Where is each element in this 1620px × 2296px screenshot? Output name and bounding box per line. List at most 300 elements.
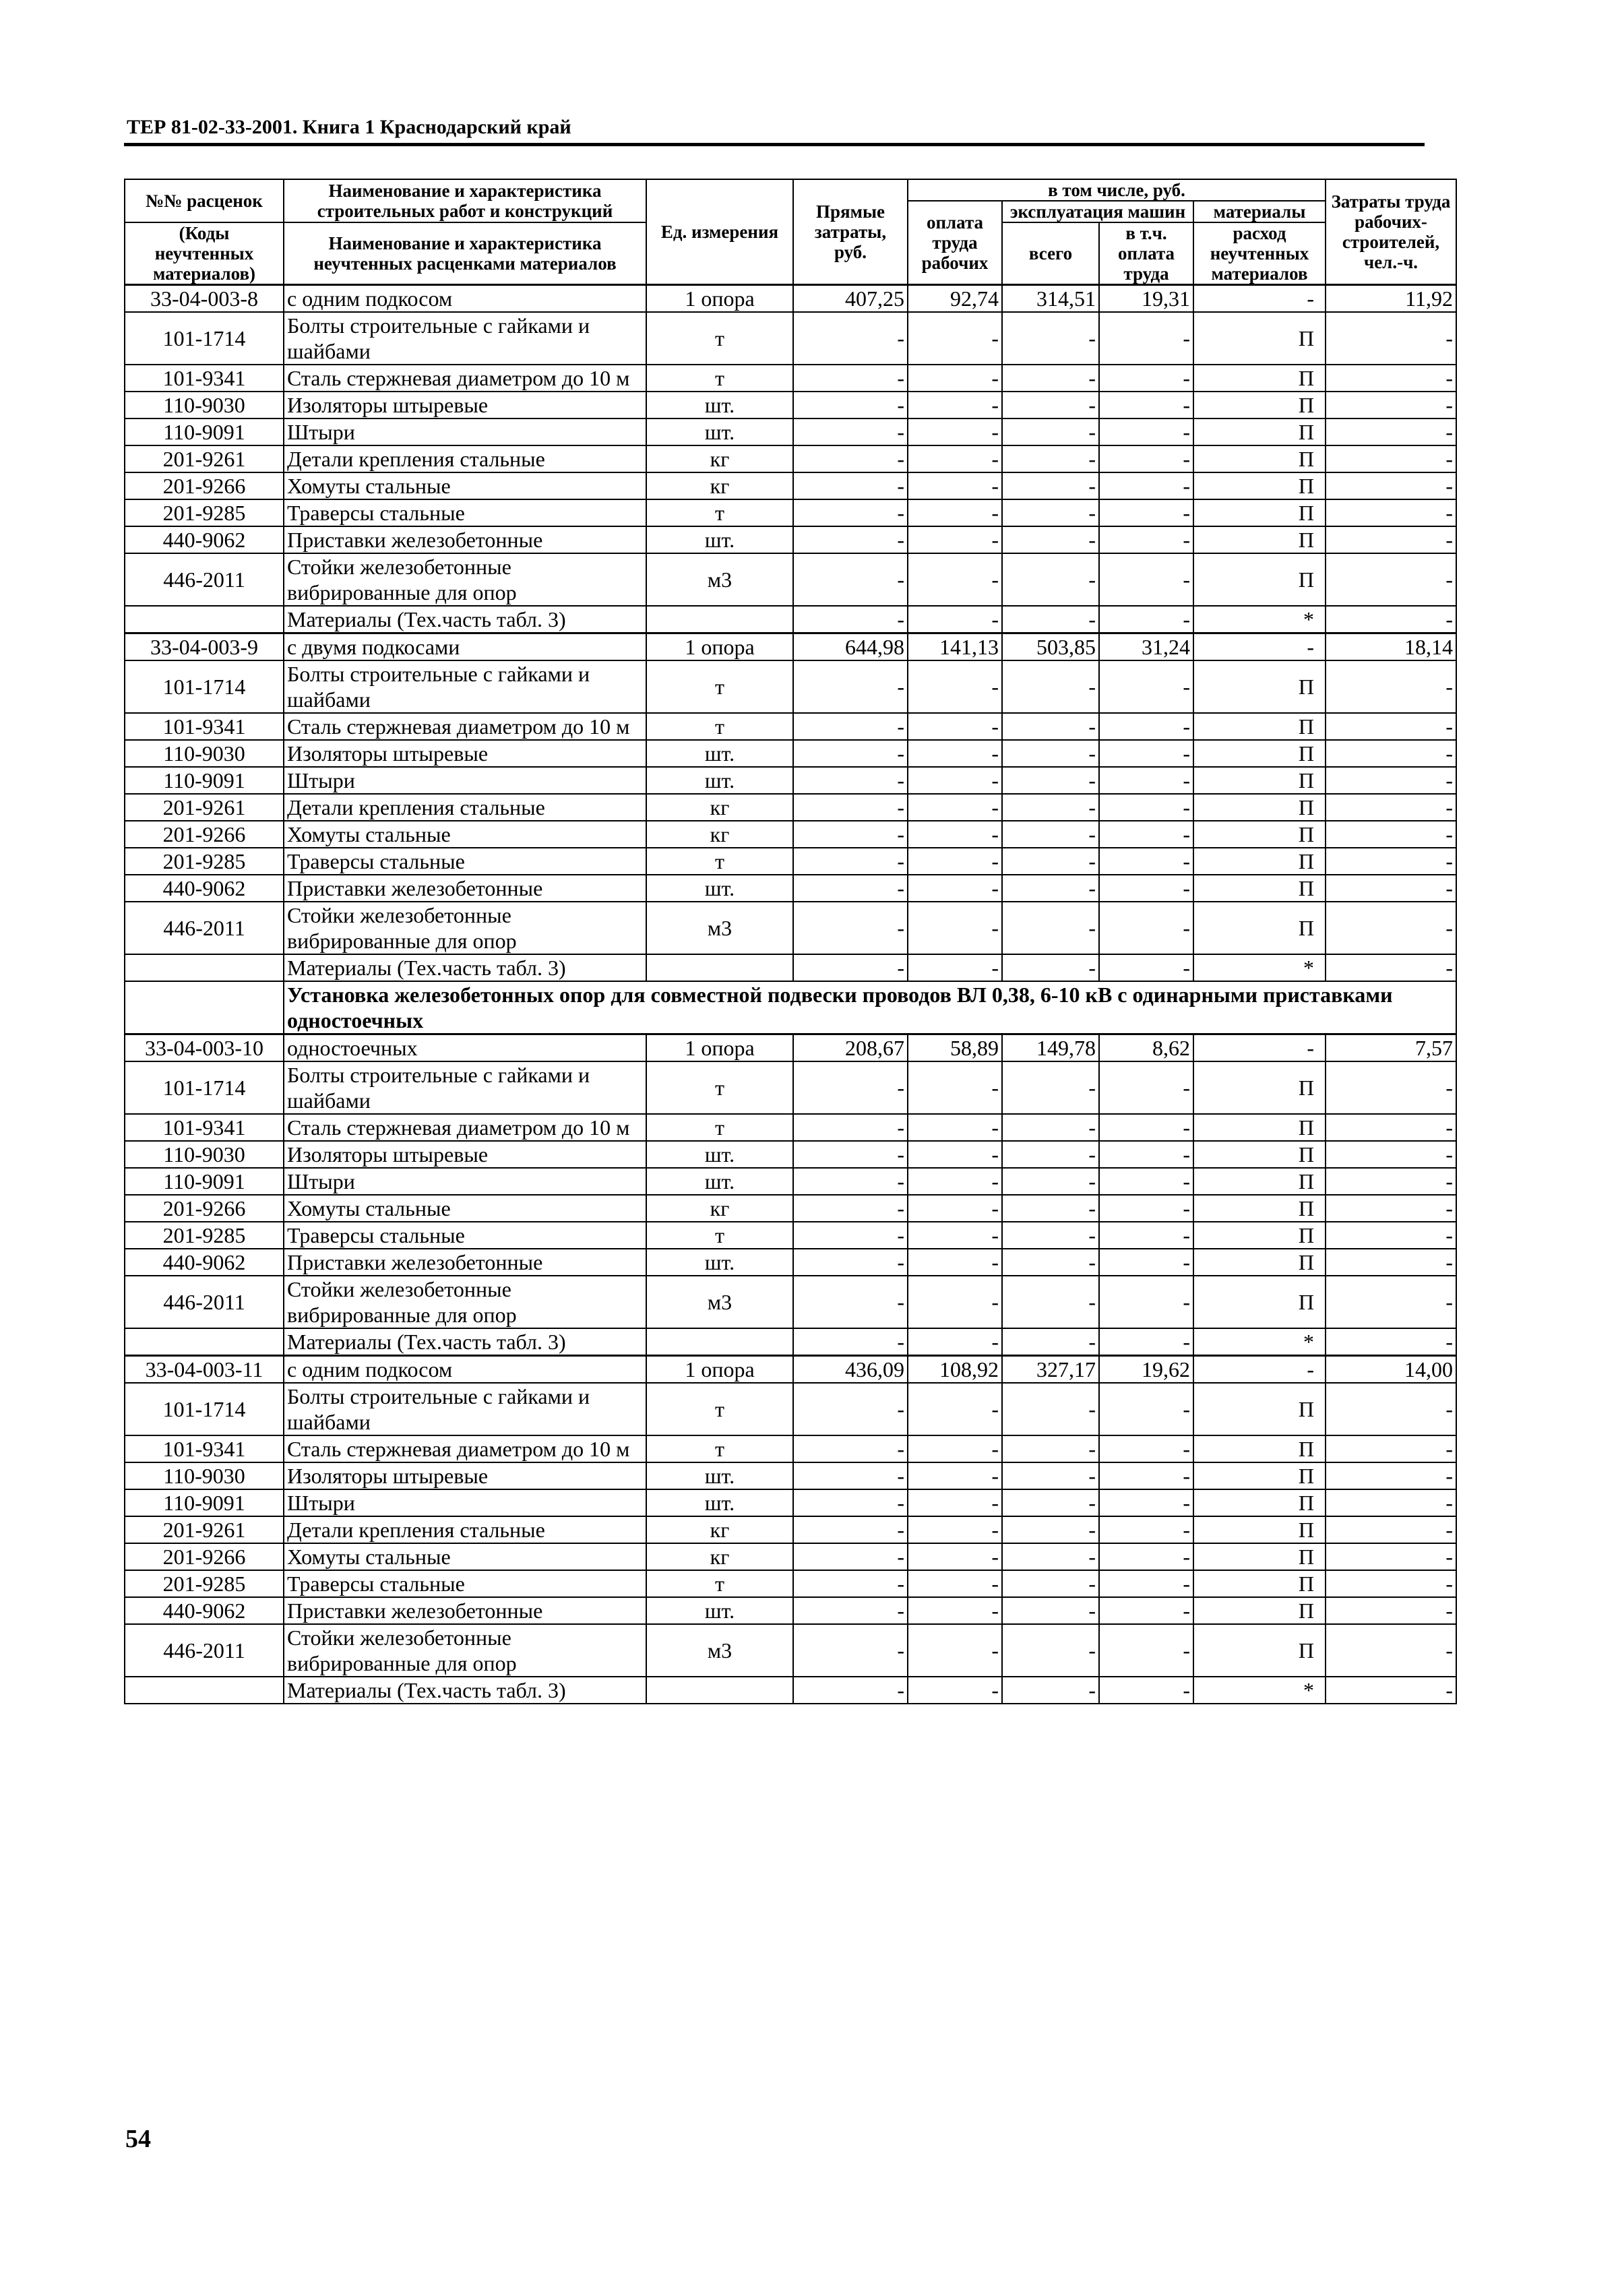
cell-materials: * [1193, 954, 1326, 981]
cell-labor-cost: - [1326, 1543, 1456, 1570]
header-labor-pay: оплата труда рабочих [908, 201, 1002, 285]
cell-labor-cost: 7,57 [1326, 1034, 1456, 1062]
cell-labor-cost: 14,00 [1326, 1356, 1456, 1384]
cell-mach-total: - [1002, 660, 1099, 713]
cell-name: Приставки железобетонные [284, 526, 646, 553]
cell-unit: шт. [646, 1141, 793, 1168]
cell-mach-total: - [1002, 472, 1099, 499]
cell-materials: * [1193, 606, 1326, 633]
cell-mach-labor: - [1099, 499, 1193, 526]
cell-code: 446-2011 [125, 1624, 284, 1677]
material-row [125, 312, 1456, 365]
cell-name: Болты строительные с гайками и шайбами [284, 312, 646, 365]
cell-direct: - [793, 1624, 908, 1677]
cell-direct: - [793, 902, 908, 954]
cell-direct: - [793, 553, 908, 606]
cell-name: Сталь стержневая диаметром до 10 м [284, 1435, 646, 1462]
cell-materials: П [1193, 1249, 1326, 1276]
cell-code [125, 606, 284, 633]
cell-unit [646, 1677, 793, 1704]
cell-labor-cost: - [1326, 660, 1456, 713]
material-row [125, 1328, 1456, 1356]
cell-labor-cost: - [1326, 1624, 1456, 1677]
cell-unit: шт. [646, 1597, 793, 1624]
cell-labor-cost: - [1326, 1677, 1456, 1704]
cell-mach-total: - [1002, 1222, 1099, 1249]
cell-labor-cost: - [1326, 1328, 1456, 1356]
cell-direct: - [793, 499, 908, 526]
cell-labor-pay: - [908, 1222, 1002, 1249]
cell-unit: шт. [646, 1462, 793, 1489]
cell-labor-pay: - [908, 1383, 1002, 1435]
cell-unit: т [646, 499, 793, 526]
cell-materials: П [1193, 1276, 1326, 1328]
cell-labor-pay: - [908, 848, 1002, 875]
header-materials-bottom: расход неучтенных материалов [1193, 222, 1326, 285]
cell-name: Штыри [284, 1168, 646, 1195]
cell-code: 201-9285 [125, 848, 284, 875]
header-mach-total: всего [1002, 222, 1099, 285]
cell-mach-labor: - [1099, 794, 1193, 821]
cell-direct: 208,67 [793, 1034, 908, 1062]
cell-mach-labor: - [1099, 1597, 1193, 1624]
cell-name: Детали крепления стальные [284, 445, 646, 472]
material-row [125, 418, 1456, 445]
cell-mach-labor: 19,31 [1099, 285, 1193, 313]
cell-name: Траверсы стальные [284, 1570, 646, 1597]
cell-code: 33-04-003-10 [125, 1034, 284, 1062]
cell-materials: П [1193, 1114, 1326, 1141]
cell-labor-cost: - [1326, 1489, 1456, 1516]
cell-direct: - [793, 1141, 908, 1168]
cell-name: Материалы (Тех.часть табл. 3) [284, 1328, 646, 1356]
cell-materials: П [1193, 767, 1326, 794]
cell-mach-total: - [1002, 954, 1099, 981]
cell-code: 110-9030 [125, 392, 284, 418]
cell-mach-total: - [1002, 740, 1099, 767]
material-row [125, 767, 1456, 794]
cell-code: 101-1714 [125, 1383, 284, 1435]
cell-mach-labor: - [1099, 1677, 1193, 1704]
cell-mach-total: - [1002, 553, 1099, 606]
cell-labor-cost: - [1326, 526, 1456, 553]
cell-name: Детали крепления стальные [284, 794, 646, 821]
cell-code: 33-04-003-8 [125, 285, 284, 313]
cell-unit: м3 [646, 1624, 793, 1677]
cell-direct: - [793, 1222, 908, 1249]
cell-code: 110-9091 [125, 767, 284, 794]
cell-mach-labor: - [1099, 553, 1193, 606]
cell-labor-cost: - [1326, 1222, 1456, 1249]
cell-materials: * [1193, 1328, 1326, 1356]
cell-labor-cost: - [1326, 902, 1456, 954]
cell-mach-labor: - [1099, 767, 1193, 794]
cell-mach-labor: - [1099, 902, 1193, 954]
cell-name: Хомуты стальные [284, 821, 646, 848]
cell-materials: П [1193, 365, 1326, 392]
cell-materials: - [1193, 633, 1326, 661]
cell-labor-cost: - [1326, 499, 1456, 526]
cell-direct: - [793, 1328, 908, 1356]
cell-unit: кг [646, 1516, 793, 1543]
cell-direct: 644,98 [793, 633, 908, 661]
cell-code: 101-9341 [125, 1435, 284, 1462]
cell-direct: - [793, 1114, 908, 1141]
cell-mach-total: - [1002, 1383, 1099, 1435]
cell-name: Стойки железобетонные вибрированные для опор [284, 1276, 646, 1328]
cell-mach-labor: - [1099, 848, 1193, 875]
rate-row [125, 285, 1456, 313]
cell-mach-total: - [1002, 1168, 1099, 1195]
cell-code: 201-9285 [125, 1222, 284, 1249]
cell-labor-cost: - [1326, 767, 1456, 794]
cell-code: 101-1714 [125, 312, 284, 365]
cell-direct: - [793, 1435, 908, 1462]
cell-unit: т [646, 1061, 793, 1114]
cell-mach-total: - [1002, 1570, 1099, 1597]
cell-direct: - [793, 740, 908, 767]
cell-name: Сталь стержневая диаметром до 10 м [284, 365, 646, 392]
cell-materials: П [1193, 1383, 1326, 1435]
cell-labor-pay: - [908, 1114, 1002, 1141]
cell-code: 201-9266 [125, 1195, 284, 1222]
cell-unit [646, 954, 793, 981]
cell-labor-cost: - [1326, 1462, 1456, 1489]
cell-materials: П [1193, 1570, 1326, 1597]
table-header [125, 179, 1456, 285]
cell-unit: 1 опора [646, 1356, 793, 1384]
cell-materials: П [1193, 1061, 1326, 1114]
cell-materials: П [1193, 1516, 1326, 1543]
cell-unit: м3 [646, 553, 793, 606]
cell-direct: - [793, 1677, 908, 1704]
cell-direct: - [793, 954, 908, 981]
material-row [125, 1168, 1456, 1195]
material-row [125, 1435, 1456, 1462]
header-name-bottom: Наименование и характеристика неучтенных расценками материалов [284, 222, 646, 285]
cell-mach-labor: - [1099, 1543, 1193, 1570]
cell-materials: П [1193, 821, 1326, 848]
cell-direct: - [793, 1061, 908, 1114]
cell-direct: - [793, 312, 908, 365]
cell-materials: П [1193, 713, 1326, 740]
cell-unit: т [646, 1383, 793, 1435]
cell-unit: 1 опора [646, 633, 793, 661]
header-labor-cost: Затраты труда рабочих-строителей, чел.-ч. [1326, 179, 1456, 285]
cell-unit: шт. [646, 1168, 793, 1195]
cell-code: 110-9030 [125, 1141, 284, 1168]
cell-mach-total: - [1002, 1141, 1099, 1168]
cell-labor-cost: - [1326, 418, 1456, 445]
cell-code: 440-9062 [125, 1597, 284, 1624]
cell-labor-pay: - [908, 821, 1002, 848]
cell-code: 440-9062 [125, 526, 284, 553]
cell-materials: П [1193, 392, 1326, 418]
cell-direct: - [793, 660, 908, 713]
cell-code: 201-9266 [125, 1543, 284, 1570]
cell-name: Стойки железобетонные вибрированные для опор [284, 902, 646, 954]
cell-mach-labor: - [1099, 821, 1193, 848]
cell-unit: шт. [646, 392, 793, 418]
cell-labor-cost: - [1326, 713, 1456, 740]
cell-labor-pay: - [908, 740, 1002, 767]
cell-code: 110-9091 [125, 418, 284, 445]
material-row [125, 1489, 1456, 1516]
cell-mach-labor: - [1099, 1435, 1193, 1462]
cell-labor-pay: - [908, 472, 1002, 499]
cell-labor-pay: - [908, 713, 1002, 740]
material-row [125, 821, 1456, 848]
cell-labor-pay: - [908, 1462, 1002, 1489]
cell-code: 33-04-003-11 [125, 1356, 284, 1384]
cell-mach-total: - [1002, 1435, 1099, 1462]
cell-unit [646, 606, 793, 633]
material-row [125, 1570, 1456, 1597]
material-row [125, 1222, 1456, 1249]
cell-direct: - [793, 365, 908, 392]
material-row [125, 445, 1456, 472]
cell-labor-cost: - [1326, 1061, 1456, 1114]
cell-unit: т [646, 312, 793, 365]
cell-mach-labor: - [1099, 1195, 1193, 1222]
cell-labor-pay: - [908, 445, 1002, 472]
cell-labor-pay: - [908, 1276, 1002, 1328]
material-row [125, 1677, 1456, 1704]
cell-name: Болты строительные с гайками и шайбами [284, 1383, 646, 1435]
cell-mach-total: - [1002, 1114, 1099, 1141]
cell-name: Штыри [284, 1489, 646, 1516]
cell-unit: кг [646, 1195, 793, 1222]
material-row [125, 1114, 1456, 1141]
cell-mach-labor: 19,62 [1099, 1356, 1193, 1384]
cell-materials: П [1193, 1168, 1326, 1195]
cell-mach-labor: - [1099, 1141, 1193, 1168]
cell-labor-pay: - [908, 1435, 1002, 1462]
cell-mach-labor: - [1099, 472, 1193, 499]
material-row [125, 740, 1456, 767]
cell-code: 101-9341 [125, 365, 284, 392]
cell-labor-pay: - [908, 1249, 1002, 1276]
cell-labor-pay: - [908, 392, 1002, 418]
cell-mach-total: - [1002, 1195, 1099, 1222]
cell-materials: П [1193, 472, 1326, 499]
cell-unit: т [646, 660, 793, 713]
cell-direct: - [793, 821, 908, 848]
cell-mach-total: - [1002, 902, 1099, 954]
cell-materials: - [1193, 1356, 1326, 1384]
cell-code [125, 954, 284, 981]
cell-materials: П [1193, 445, 1326, 472]
material-row [125, 713, 1456, 740]
material-row [125, 1383, 1456, 1435]
cell-mach-labor: 31,24 [1099, 633, 1193, 661]
cell-materials: П [1193, 1222, 1326, 1249]
cell-labor-cost: - [1326, 794, 1456, 821]
cell-materials: П [1193, 660, 1326, 713]
cell-mach-total: - [1002, 418, 1099, 445]
cell-materials: П [1193, 902, 1326, 954]
cell-name: Изоляторы штыревые [284, 1462, 646, 1489]
section-row [125, 981, 1456, 1034]
cell-labor-pay: - [908, 902, 1002, 954]
cell-labor-cost: - [1326, 740, 1456, 767]
cell-labor-pay: - [908, 606, 1002, 633]
cell-labor-pay: 108,92 [908, 1356, 1002, 1384]
cell-mach-labor: - [1099, 1276, 1193, 1328]
header-mach-labor: в т.ч. оплата труда [1099, 222, 1193, 285]
material-row [125, 1141, 1456, 1168]
cell-labor-cost: - [1326, 1570, 1456, 1597]
cell-code: 101-9341 [125, 1114, 284, 1141]
cell-mach-total: - [1002, 392, 1099, 418]
header-machines: эксплуатация машин [1002, 201, 1193, 222]
cell-direct: - [793, 713, 908, 740]
cell-mach-total: - [1002, 1061, 1099, 1114]
cell-name: Траверсы стальные [284, 1222, 646, 1249]
cell-materials: П [1193, 848, 1326, 875]
cell-name: Хомуты стальные [284, 1543, 646, 1570]
page-header: ТЕР 81-02-33-2001. Книга 1 Краснодарский край [127, 116, 571, 138]
cell-mach-labor: - [1099, 1168, 1193, 1195]
cell-direct: - [793, 794, 908, 821]
cell-mach-total: - [1002, 1249, 1099, 1276]
cell-mach-total: 314,51 [1002, 285, 1099, 313]
cell-code: 440-9062 [125, 875, 284, 902]
cell-mach-labor: - [1099, 954, 1193, 981]
cell-labor-cost: - [1326, 553, 1456, 606]
cell-code: 110-9030 [125, 740, 284, 767]
header-rule [124, 143, 1425, 146]
cell-mach-labor: - [1099, 526, 1193, 553]
material-row [125, 794, 1456, 821]
cell-materials: П [1193, 1597, 1326, 1624]
material-row [125, 1543, 1456, 1570]
cell-mach-total: - [1002, 821, 1099, 848]
material-row [125, 875, 1456, 902]
cell-name: Штыри [284, 418, 646, 445]
cell-unit: 1 опора [646, 285, 793, 313]
cell-name: Стойки железобетонные вибрированные для опор [284, 553, 646, 606]
cell-labor-pay: - [908, 660, 1002, 713]
cell-mach-total: - [1002, 445, 1099, 472]
cell-labor-pay: - [908, 1195, 1002, 1222]
cell-materials: П [1193, 553, 1326, 606]
cell-name: Приставки железобетонные [284, 1249, 646, 1276]
cell-labor-cost: - [1326, 1597, 1456, 1624]
cell-mach-total: 327,17 [1002, 1356, 1099, 1384]
cell-unit: т [646, 1435, 793, 1462]
cell-labor-cost: - [1326, 954, 1456, 981]
page-number: 54 [125, 2125, 151, 2153]
cell-mach-total: - [1002, 312, 1099, 365]
cell-mach-total: - [1002, 526, 1099, 553]
cell-code [125, 1677, 284, 1704]
cell-labor-pay: - [908, 794, 1002, 821]
cell-labor-cost: - [1326, 1249, 1456, 1276]
cell-direct: - [793, 1543, 908, 1570]
cell-name: Сталь стержневая диаметром до 10 м [284, 713, 646, 740]
cell-mach-labor: - [1099, 1328, 1193, 1356]
cell-name: Траверсы стальные [284, 499, 646, 526]
cell-mach-total: - [1002, 1516, 1099, 1543]
header-code: №№ расценок [125, 179, 284, 222]
cell-labor-cost: - [1326, 365, 1456, 392]
material-row [125, 1249, 1456, 1276]
material-row [125, 1624, 1456, 1677]
cell-name: Материалы (Тех.часть табл. 3) [284, 954, 646, 981]
cell-name: Траверсы стальные [284, 848, 646, 875]
cell-direct: - [793, 1168, 908, 1195]
cell-direct: - [793, 875, 908, 902]
cell-labor-pay: - [908, 418, 1002, 445]
cell-labor-cost: - [1326, 1114, 1456, 1141]
cell-materials: П [1193, 1195, 1326, 1222]
cell-mach-total: 503,85 [1002, 633, 1099, 661]
cell-materials: П [1193, 740, 1326, 767]
cell-unit: шт. [646, 526, 793, 553]
cell-labor-cost: - [1326, 1168, 1456, 1195]
cell-labor-pay: - [908, 875, 1002, 902]
cell-materials: П [1193, 1489, 1326, 1516]
cell-name: Стойки железобетонные вибрированные для опор [284, 1624, 646, 1677]
cell-direct: - [793, 1276, 908, 1328]
cell-labor-cost: - [1326, 1383, 1456, 1435]
cell-unit: м3 [646, 1276, 793, 1328]
cell-direct: - [793, 526, 908, 553]
cell-materials: П [1193, 1543, 1326, 1570]
cell-unit: т [646, 1222, 793, 1249]
cell-mach-total: - [1002, 713, 1099, 740]
cell-labor-pay: - [908, 365, 1002, 392]
cell-labor-pay: 58,89 [908, 1034, 1002, 1062]
cell-materials: П [1193, 794, 1326, 821]
cell-materials: * [1193, 1677, 1326, 1704]
cell-mach-labor: - [1099, 312, 1193, 365]
material-row [125, 954, 1456, 981]
cell-unit: шт. [646, 767, 793, 794]
cell-direct: - [793, 1489, 908, 1516]
cell-labor-cost: - [1326, 392, 1456, 418]
cell-labor-cost: - [1326, 1195, 1456, 1222]
cell-direct: - [793, 445, 908, 472]
cell-name: Болты строительные с гайками и шайбами [284, 660, 646, 713]
cell-materials: П [1193, 1462, 1326, 1489]
cell-labor-pay: - [908, 1061, 1002, 1114]
cell-mach-labor: - [1099, 1570, 1193, 1597]
cell-labor-cost: 18,14 [1326, 633, 1456, 661]
cell-mach-labor: - [1099, 445, 1193, 472]
cell-labor-pay: - [908, 526, 1002, 553]
cell-labor-pay: - [908, 1516, 1002, 1543]
cell-name: Штыри [284, 767, 646, 794]
cell-empty [125, 981, 284, 1034]
cell-unit [646, 1328, 793, 1356]
cell-materials: П [1193, 499, 1326, 526]
cell-direct: 436,09 [793, 1356, 908, 1384]
cell-mach-total: - [1002, 1597, 1099, 1624]
cell-mach-total: - [1002, 1543, 1099, 1570]
material-row [125, 365, 1456, 392]
cell-mach-total: - [1002, 848, 1099, 875]
cell-direct: - [793, 848, 908, 875]
cell-labor-pay: - [908, 1570, 1002, 1597]
cell-mach-labor: 8,62 [1099, 1034, 1193, 1062]
cell-materials: П [1193, 312, 1326, 365]
header-code-bottom: (Коды неучтенных материалов) [125, 222, 284, 285]
cell-name: Хомуты стальные [284, 472, 646, 499]
cell-mach-labor: - [1099, 713, 1193, 740]
cell-labor-pay: 92,74 [908, 285, 1002, 313]
